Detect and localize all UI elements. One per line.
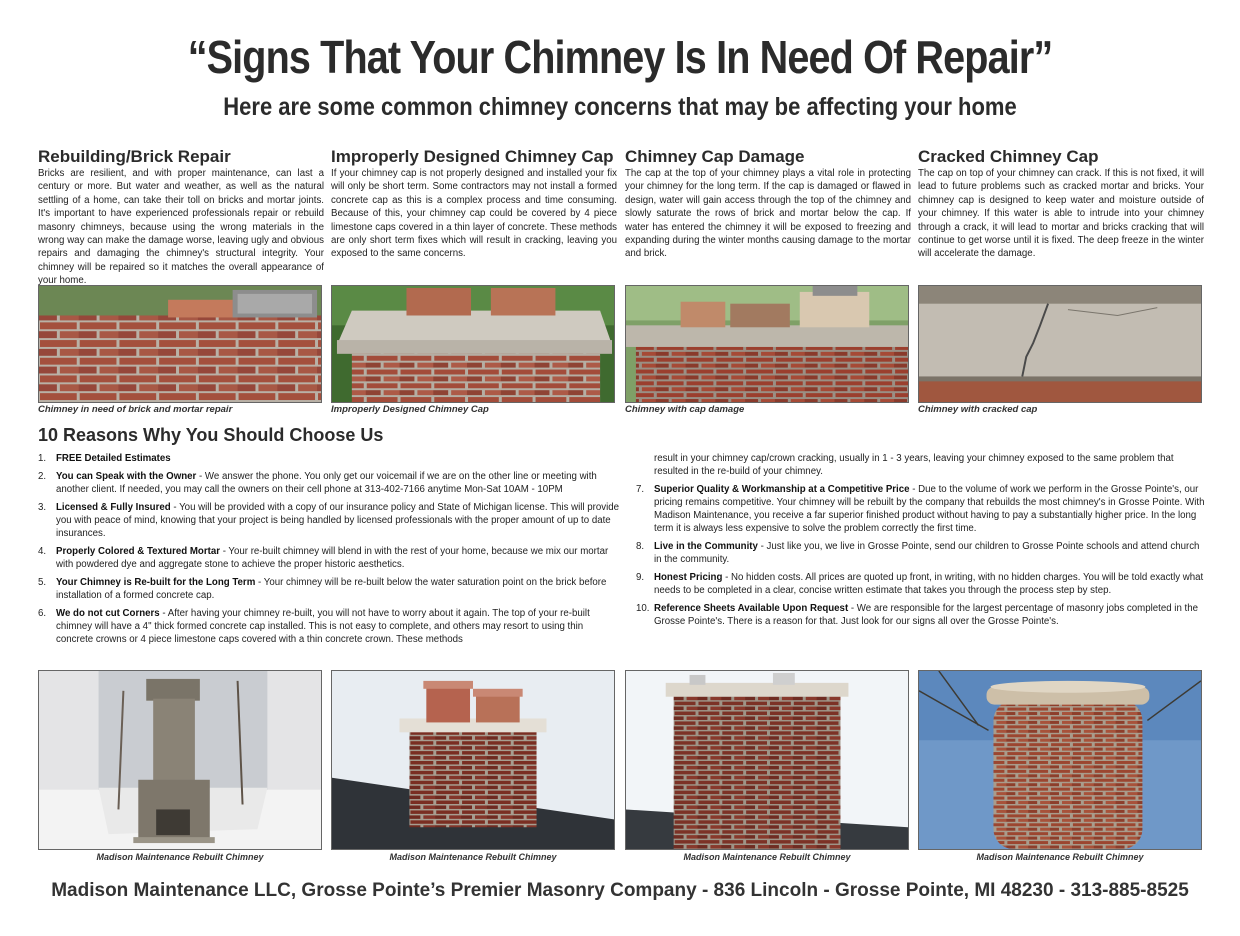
item-text: - You will be provided with a copy of our insurance policy and State of Michigan license. This will provide you with peace of mind, knowing that your project is being handled by licensed professionals with the proper amount of up to date insurances. (56, 502, 620, 539)
list-item (38, 576, 620, 602)
list-item (38, 607, 620, 646)
page-title: “Signs That Your Chimney Is In Need Of Repair” (187, 31, 1053, 83)
page-subtitle: Here are some common chimney concerns that may be affecting your home (223, 93, 1017, 121)
section-heading: Chimney Cap Damage (625, 147, 805, 166)
section-improper-cap (331, 146, 617, 261)
list-item (38, 452, 620, 465)
reasons-list-right (636, 452, 1208, 633)
section-heading: Improperly Designed Chimney Cap (331, 147, 614, 166)
photo-cap-damage (625, 285, 909, 403)
item-number: 6. (38, 608, 47, 619)
item-text: - Just like you, we live in Grosse Pointe, send our children to Grosse Pointe schools and attend church in the community. (654, 541, 1200, 565)
list-item-continued (636, 452, 1208, 478)
photo-caption: Chimney with cracked cap (918, 404, 1038, 415)
list-item (38, 501, 620, 540)
item-text: result in your chimney cap/crown cracking, usually in 1 - 3 years, leaving your chimney exposed to the same problem that resulted in the re-build of your chimney. (654, 453, 1174, 477)
item-number: 10. (636, 603, 650, 614)
section-body: If your chimney cap is not properly designed and installed your fix will only be short term. Some contractors may not install a formed concrete cap as this is a complex process and time consuming. Because of this, your chimney cap could be covered by 4 piece limestone caps covered in a thin layer of concrete. These methods are only short term fixes which will result in cracking, leaving you exposed to the same concerns. (331, 168, 617, 260)
item-title: FREE Detailed Estimates (56, 453, 171, 464)
list-item (38, 545, 620, 571)
photo-rebuilt-round-chimney (918, 670, 1202, 850)
list-item (636, 540, 1208, 566)
photo-caption: Madison Maintenance Rebuilt Chimney (683, 852, 851, 862)
photo-improper-cap (331, 285, 615, 403)
item-text: - Due to the volume of work we perform in the Grosse Pointe's, our pricing remains competitive. Your chimney will be rebuilt by the company that rebuilds the most chimney's in Grosse Pointe. With Madison Maintenance, you receive a far superior finished product without having to pay a substantially higher price. In the long term it is always less expensive to solve the problem correctly the first time. (654, 484, 1205, 534)
section-body: The cap at the top of your chimney plays a vital role in protecting your chimney for the long term. If the cap is damaged or flawed in design, water will gain access through the top of the chimney and slowly saturate the rows of brick and mortar below the cap. If water has entered the chimney it will be exposed to freezing and expanding during the winter months causing damage to the mortar and brick. (625, 168, 911, 260)
section-cracked-cap (918, 146, 1204, 261)
item-title: Licensed & Fully Insured (56, 502, 171, 513)
company-footer: Madison Maintenance LLC, Grosse Pointe’s Premier Masonry Company - 836 Lincoln - Grosse Pointe, MI 48230 - 313-885-8525 (51, 880, 1189, 901)
item-text: - Your chimney will be re-built below the water saturation point on the brick before installation of a formed concrete cap. (56, 577, 607, 601)
item-number: 5. (38, 577, 47, 588)
photo-rebuilt-brick-chimney-1 (331, 670, 615, 850)
item-title: Honest Pricing (654, 572, 723, 583)
item-number: 7. (636, 484, 645, 495)
photo-rebuilt-stone-chimney (38, 670, 322, 850)
item-title: Live in the Community (654, 541, 758, 552)
list-item (38, 470, 620, 496)
item-number: 4. (38, 546, 47, 557)
section-cap-damage (625, 146, 911, 261)
item-number: 3. (38, 502, 47, 513)
photo-caption: Improperly Designed Chimney Cap (331, 404, 489, 415)
item-text: - Your re-built chimney will blend in with the rest of your home, because we mix our mortar with powdered dye and aggregate stone to achieve the proper historic aesthetics. (56, 546, 609, 570)
section-heading: Cracked Chimney Cap (918, 147, 1099, 166)
item-title: Reference Sheets Available Upon Request (654, 603, 849, 614)
section-body: The cap on top of your chimney can crack. If this is not fixed, it will lead to future problems such as cracked mortar and bricks. Your chimney cap is designed to keep water and moisture outside of your chimney. If this water is able to intrude into your chimney through a crack, it will lead to mortar and bricks cracking that will continue to get worse until it is fixed. The deep freeze in the winter will accelerate the damage. (918, 168, 1204, 260)
photo-caption: Madison Maintenance Rebuilt Chimney (976, 852, 1144, 862)
section-heading: Rebuilding/Brick Repair (38, 147, 231, 166)
item-text: - We answer the phone. You only get our voicemail if we are on the other line or meeting with another client. If needed, you may call the owners on their cell phone at 313-402-7166 anytime Mon-Sat 10AM - 10PM (56, 471, 597, 495)
reasons-list-left (38, 452, 620, 651)
section-body: Bricks are resilient, and with proper maintenance, can last a century or more. But water and weather, as well as the natural settling of a home, can take their toll on bricks and mortar joints. It's important to have experienced professionals repair or rebuild masonry chimneys, because using the wrong materials in the wrong way can make the damage worse, leaving ugly and obvious repairs and damaging the chimney's structural integrity. Your chimney will be repaired so it matches the overall appearance of your home. (38, 168, 324, 287)
list-item (636, 602, 1208, 628)
item-text: - After having your chimney re-built, you will not have to worry about it again. The top of your re-built chimney will have a 4" thick formed concrete cap installed. This is not easy to complete, and others may resort to using thin concrete crowns or 4 piece limestone caps covered with a thin concrete crown. These methods (56, 608, 590, 645)
item-text: - No hidden costs. All prices are quoted up front, in writing, with no hidden charges. You will be told exactly what needs to be completed in a clear, concise written estimate that takes you through the process step by step. (654, 572, 1204, 596)
list-item (636, 571, 1208, 597)
photo-caption: Madison Maintenance Rebuilt Chimney (389, 852, 557, 862)
item-title: Properly Colored & Textured Mortar (56, 546, 220, 557)
photo-caption: Chimney in need of brick and mortar repair (38, 404, 233, 415)
photo-caption: Chimney with cap damage (625, 404, 745, 415)
item-title: You can Speak with the Owner (56, 471, 197, 482)
item-number: 2. (38, 471, 47, 482)
item-title: We do not cut Corners (56, 608, 160, 619)
reasons-heading: 10 Reasons Why You Should Choose Us (38, 425, 384, 445)
item-number: 9. (636, 572, 645, 583)
section-brick-repair (38, 146, 324, 288)
item-title: Your Chimney is Re-built for the Long Term (56, 577, 256, 588)
list-item (636, 483, 1208, 535)
item-text: - We are responsible for the largest percentage of masonry jobs completed in the Grosse Pointe's. There is a reason for that. Just look for our signs all over the Grosse Pointe's. (654, 603, 1199, 627)
photo-rebuilt-brick-chimney-2 (625, 670, 909, 850)
item-number: 1. (38, 453, 47, 464)
photo-brick-repair (38, 285, 322, 403)
item-number: 8. (636, 541, 645, 552)
photo-caption: Madison Maintenance Rebuilt Chimney (96, 852, 264, 862)
item-title: Superior Quality & Workmanship at a Competitive Price (654, 484, 910, 495)
photo-cracked-cap (918, 285, 1202, 403)
